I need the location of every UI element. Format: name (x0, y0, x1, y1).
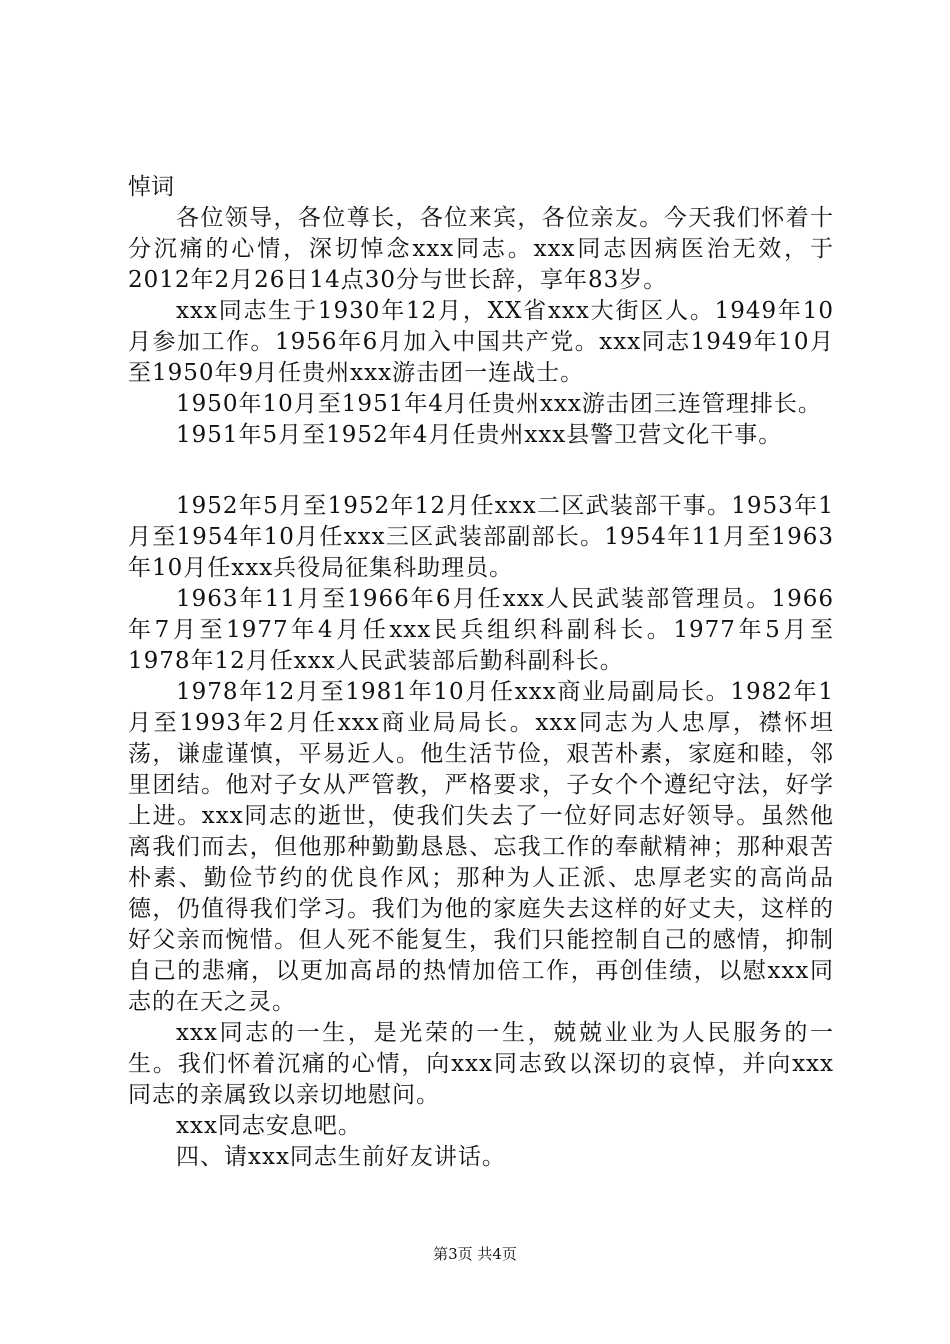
paragraph-opening: 各位领导，各位尊长，各位来宾，各位亲友。今天我们怀着十分沉痛的心情，深切悼念xxx同志。xxx同志因病医治无效，于2012年2月26日14点30分与世长辞，享年83岁。 (128, 205, 834, 293)
page-number-footer: 第3页 共4页 (433, 1245, 517, 1263)
paragraph-career-1978-tribute: 1978年12月至1981年10月任xxx商业局副局长。1982年1月至1993年2月任xxx商业局局长。xxx同志为人忠厚，襟怀坦荡，谦虚谨慎，平易近人。他生活节俭，艰苦朴素，家庭和睦，邻里团结。他对子女从严管教，严格要求，子女个个遵纪守法，好学上进。xxx同志的逝世，使我们失去了一位好同志好领导。虽然他离我们而去，但他那种勤勤恳恳、忘我工作的奉献精神；那种艰苦朴素、勤俭节约的优良作风；那种为人正派、忠厚老实的高尚品德，仍值得我们学习。我们为他的家庭失去这样的好丈夫，这样的好父亲而惋惜。但人死不能复生，我们只能控制自己的感情，抑制自己的悲痛，以更加高昂的热情加倍工作，再创佳绩，以慰xxx同志的在天之灵。 (128, 679, 834, 1015)
paragraph-condolence: xxx同志的一生，是光荣的一生，兢兢业业为人民服务的一生。我们怀着沉痛的心情，向xxx同志致以深切的哀悼，并向xxx同志的亲属致以亲切地慰问。 (128, 1020, 834, 1108)
paragraph-birth-career: xxx同志生于1930年12月，XX省xxx大街区人。1949年10月参加工作。1956年6月加入中国共产党。xxx同志1949年10月至1950年9月任贵州xxx游击团一连战士。 (128, 298, 834, 386)
paragraph-rest-in-peace: xxx同志安息吧。 (176, 1113, 362, 1139)
document-title: 悼词 (128, 174, 174, 200)
paragraph-career-1951: 1951年5月至1952年4月任贵州xxx县警卫营文化干事。 (176, 422, 783, 448)
document-page (128, 172, 834, 1173)
paragraph-next-speaker: 四、请xxx同志生前好友讲话。 (176, 1144, 506, 1170)
paragraph-career-1950: 1950年10月至1951年4月任贵州xxx游击团三连管理排长。 (176, 391, 822, 417)
paragraph-career-1963: 1963年11月至1966年6月任xxx人民武装部管理员。1966年7月至1977年4月任xxx民兵组织科副科长。1977年5月至1978年12月任xxx人民武装部后勤科副科长。 (128, 586, 834, 674)
paragraph-career-1952: 1952年5月至1952年12月任xxx二区武装部干事。1953年1月至1954年10月任xxx三区武装部副部长。1954年11月至1963年10月任xxx兵役局征集科助理员。 (128, 493, 834, 581)
